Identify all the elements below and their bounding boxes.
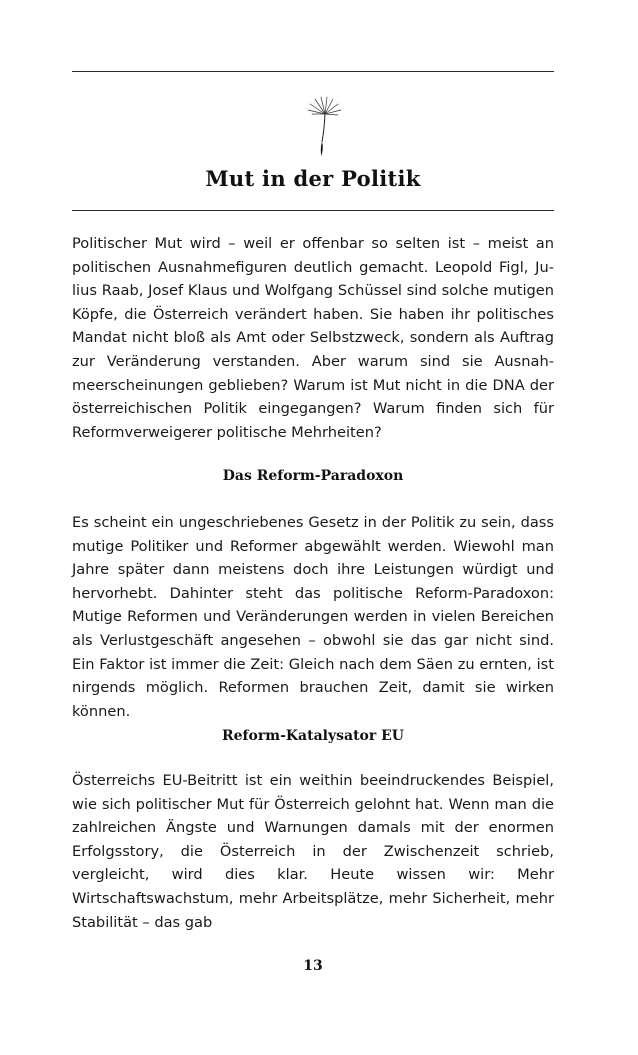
page-number: 13 — [303, 958, 323, 974]
paragraph-text: Politischer Mut wird – weil er offenbar so selten ist – meist an politischen Ausnahmefiguren deutlich gemacht. Leopold Figl, Julius Raab, Josef Klaus und Wolfgang Schüssel sind solche mutigen Köpfe, die Österreich verändert haben. Sie haben ihr politisches Mandat nicht bloß als Amt oder Selbstzweck, sondern als Auftrag zur Veränderung verstanden. Aber warum sind sie Ausnahmeerscheinungen geblieben? Warum ist Mut nicht in die DNA der österreichischen Politik eingegangen? Warum finden sich für Reformverweigerer politische Mehrheiten? — [72, 235, 554, 441]
title-rule — [72, 210, 554, 211]
paragraph-reform-paradoxon — [72, 511, 554, 723]
paragraph-text: Österreichs EU-Beitritt ist ein weithin beeindruckendes Beispiel, wie sich politischer Mut für Österreich gelohnt hat. Wenn man die zahlreichen Ängste und Warnungen damals mit der enormen Erfolgsstory, die Österreich in der Zwischenzeit schrieb, vergleicht, wird dies klar. Heute wissen wir: Mehr Wirtschaftswachstum, mehr Arbeitsplätze, mehr Sicherheit, mehr Stabilität – das gab — [72, 772, 554, 931]
section-heading-reform-paradoxon: Das Reform-Paradoxon — [222, 468, 404, 484]
top-rule — [72, 71, 554, 72]
chapter-title: Mut in der Politik — [205, 166, 421, 191]
paragraph-reform-katalysator — [72, 769, 554, 934]
paragraph-text: Es scheint ein ungeschriebenes Gesetz in der Politik zu sein, dass mutige Politiker und Reformer abgewählt werden. Wiewohl man Jahre später dann meistens doch ihre Leistungen würdigt und hervorhebt. Dahinter steht das politische Reform-Paradoxon: Mutige Reformen und Veränderungen werden in vielen Bereichen als Verlustgeschäft angesehen – obwohl sie das gar nicht sind. Ein Faktor ist immer die Zeit: Gleich nach dem Säen zu ernten, ist nirgends möglich. Reformen brauchen Zeit, damit sie wirken können. — [72, 514, 554, 720]
paragraph-intro — [72, 232, 554, 444]
section-heading-reform-katalysator: Reform-Katalysator EU — [221, 728, 405, 744]
dandelion-seed-icon — [302, 96, 346, 162]
